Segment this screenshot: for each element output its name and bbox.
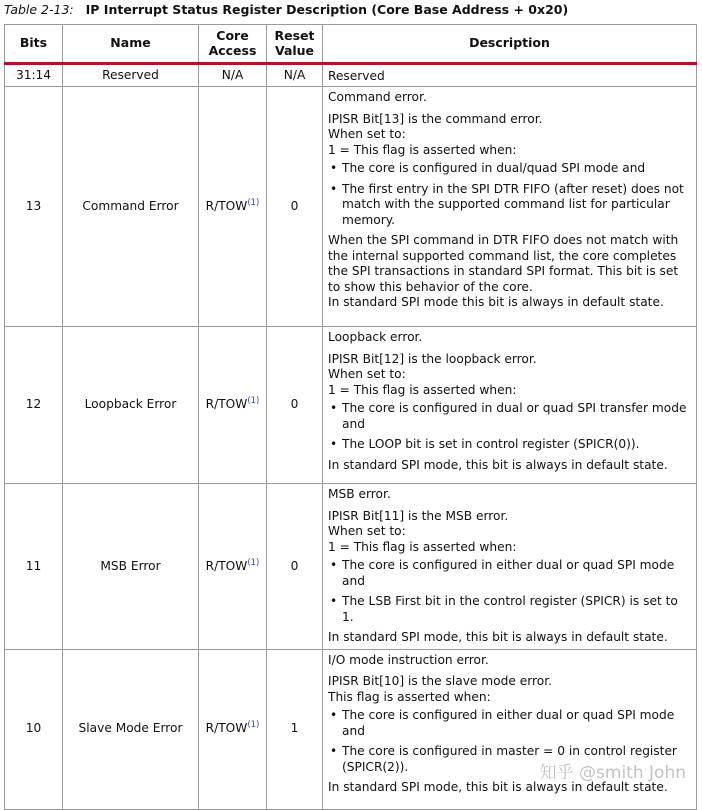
- list-item: • The core is configured in master = 0 in control register (SPICR(2)).: [328, 744, 692, 775]
- desc-footer: In standard SPI mode, this bit is always in default state.: [328, 630, 668, 644]
- desc-flag: 1 = This flag is asserted when:: [328, 142, 517, 157]
- header-description: Description: [323, 25, 697, 64]
- access-text: R/TOW: [205, 198, 248, 213]
- table-title: IP Interrupt Status Register Description (Core Base Address + 0x20): [85, 2, 569, 17]
- desc-footer: In standard SPI mode this bit is always in default state.: [328, 295, 664, 309]
- watermark: 知乎 @smith John: [539, 763, 686, 783]
- footnote-link[interactable]: (1): [247, 396, 260, 407]
- desc-register: IPISR Bit[11] is the MSB error.: [328, 508, 509, 523]
- desc-bullets: [328, 401, 692, 453]
- cell-name: Loopback Error: [63, 327, 199, 484]
- access-text: R/TOW: [205, 397, 248, 412]
- table-caption: [4, 2, 568, 17]
- cell-description: [323, 327, 697, 484]
- desc-flag: 1 = This flag is asserted when:: [328, 382, 517, 397]
- desc-bullets: [328, 558, 692, 625]
- desc-detail: When the SPI command in DTR FIFO does not match with the internal supported command list, the core completes the SPI transactions in standard SPI format. This bit is set to show this behavior of the core.: [328, 233, 679, 294]
- cell-reset: 0: [267, 484, 323, 650]
- cell-name: Reserved: [63, 64, 199, 87]
- cell-access: [199, 87, 267, 327]
- header-row: [5, 25, 697, 64]
- table-row: [5, 64, 697, 87]
- footnote-link[interactable]: (1): [247, 720, 260, 731]
- desc-register: IPISR Bit[12] is the loopback error.: [328, 351, 537, 366]
- desc-register: IPISR Bit[10] is the slave mode error.: [328, 674, 553, 688]
- cell-reset: N/A: [267, 64, 323, 87]
- desc-bullets: [328, 161, 692, 228]
- list-item: • The core is configured in dual/quad SPI mode and: [328, 161, 692, 177]
- list-item: • The LOOP bit is set in control register (SPICR(0)).: [328, 437, 692, 453]
- header-bits: Bits: [5, 25, 63, 64]
- list-item: • The core is configured in either dual or quad SPI mode and: [328, 708, 692, 739]
- cell-description: [323, 649, 697, 809]
- cell-reset: 1: [267, 649, 323, 809]
- desc-flag: This flag is asserted when:: [328, 689, 491, 704]
- register-table: [4, 24, 697, 810]
- footnote-link[interactable]: (1): [247, 197, 260, 208]
- desc-footer: In standard SPI mode, this bit is always in default state.: [328, 780, 668, 794]
- desc-register: IPISR Bit[13] is the command error.: [328, 111, 543, 126]
- desc-title: Command error.: [328, 90, 427, 104]
- table-row: [5, 327, 697, 484]
- desc-title: I/O mode instruction error.: [328, 652, 489, 667]
- desc-when: When set to:: [328, 524, 406, 538]
- cell-description: Reserved: [323, 64, 697, 87]
- desc-title: Loopback error.: [328, 330, 423, 344]
- list-item: • The first entry in the SPI DTR FIFO (after reset) does not match with the supported command list for particular memory.: [328, 182, 692, 229]
- footnote-link[interactable]: (1): [247, 557, 260, 568]
- cell-access: [199, 327, 267, 484]
- desc-flag: 1 = This flag is asserted when:: [328, 539, 517, 554]
- header-reset: Reset Value: [267, 25, 323, 64]
- cell-bits: 13: [5, 87, 63, 327]
- cell-reset: 0: [267, 327, 323, 484]
- header-access: Core Access: [199, 25, 267, 64]
- cell-description: [323, 484, 697, 650]
- table-row: [5, 87, 697, 327]
- cell-reset: 0: [267, 87, 323, 327]
- list-item: • The core is configured in either dual or quad SPI mode and: [328, 558, 692, 589]
- cell-bits: 31:14: [5, 64, 63, 87]
- list-item: • The core is configured in dual or quad SPI transfer mode and: [328, 401, 692, 432]
- table-number: Table 2-13:: [4, 2, 74, 17]
- cell-access: [199, 649, 267, 809]
- header-name: Name: [63, 25, 199, 64]
- cell-name: MSB Error: [63, 484, 199, 650]
- cell-access: [199, 484, 267, 650]
- desc-when: When set to:: [328, 127, 406, 141]
- table-row: [5, 484, 697, 650]
- cell-bits: 10: [5, 649, 63, 809]
- desc-title: MSB error.: [328, 487, 391, 501]
- cell-bits: 11: [5, 484, 63, 650]
- cell-name: Command Error: [63, 87, 199, 327]
- cell-bits: 12: [5, 327, 63, 484]
- cell-name: Slave Mode Error: [63, 649, 199, 809]
- list-item: • The LSB First bit in the control register (SPICR) is set to 1.: [328, 594, 692, 625]
- access-text: R/TOW: [205, 721, 248, 736]
- desc-when: When set to:: [328, 367, 406, 381]
- access-text: R/TOW: [205, 558, 248, 573]
- desc-footer: In standard SPI mode, this bit is always in default state.: [328, 457, 668, 472]
- cell-access: N/A: [199, 64, 267, 87]
- table-row: [5, 649, 697, 809]
- cell-description: [323, 87, 697, 327]
